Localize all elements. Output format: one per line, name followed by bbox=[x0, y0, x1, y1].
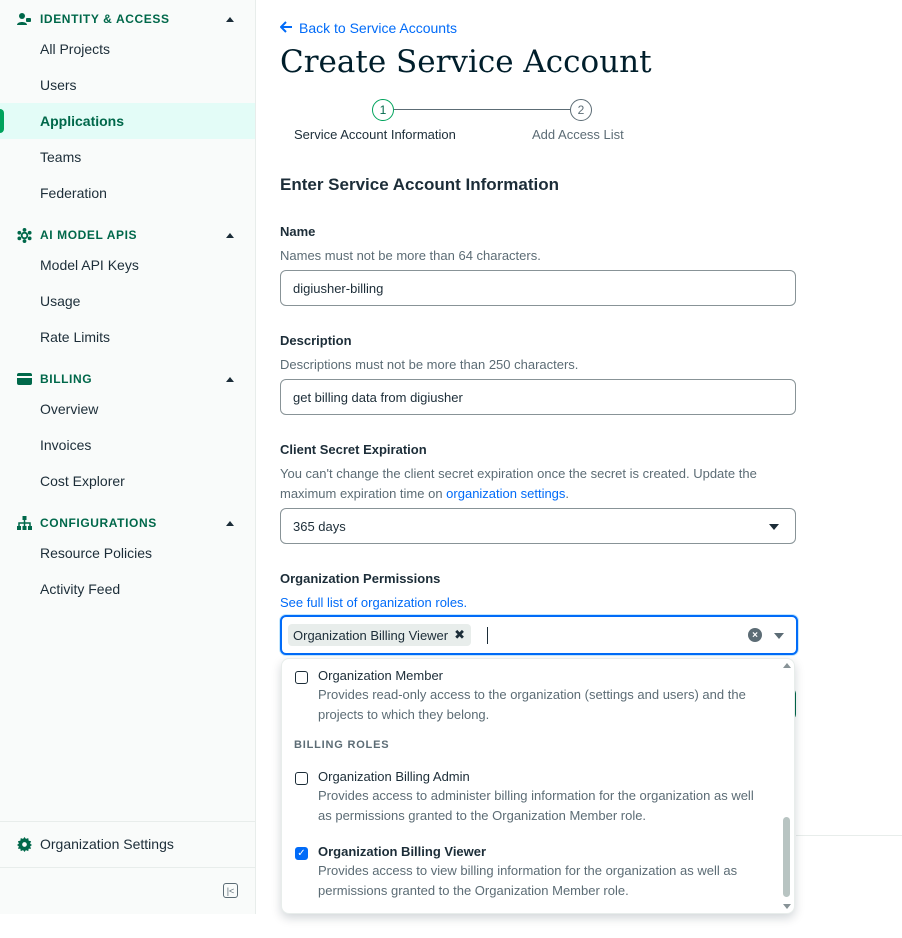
sidebar-item-organization-settings[interactable] bbox=[0, 826, 255, 862]
clear-icon[interactable]: × bbox=[748, 628, 762, 642]
checkbox[interactable] bbox=[295, 772, 308, 785]
group-label-billing-roles: BILLING ROLES bbox=[294, 739, 390, 751]
sidebar-item-resource-policies[interactable]: Resource Policies bbox=[40, 545, 153, 561]
sidebar-item-activity-feed[interactable]: Activity Feed bbox=[40, 581, 121, 597]
chevron-up-icon[interactable] bbox=[226, 521, 234, 526]
chip-label: Organization Billing Viewer bbox=[293, 627, 449, 643]
checkbox[interactable] bbox=[295, 671, 308, 684]
stepper-line bbox=[394, 109, 570, 110]
scrollbar-thumb[interactable] bbox=[783, 817, 790, 897]
back-link-label: Back to Service Accounts bbox=[299, 20, 457, 36]
section-identity-access[interactable] bbox=[16, 9, 238, 29]
sidebar-item-applications[interactable]: Applications bbox=[0, 103, 255, 139]
expiration-help-suffix: . bbox=[565, 486, 570, 501]
selected-role-chip bbox=[288, 624, 471, 646]
description-field[interactable]: get billing data from digiusher bbox=[280, 379, 796, 415]
section-title: Enter Service Account Information bbox=[280, 175, 559, 194]
option-description: Provides access to administer billing information for the organization as well as permissions granted to the Organization Member role. bbox=[318, 788, 754, 823]
expiration-label: Client Secret Expiration bbox=[280, 442, 427, 457]
sidebar-item-cost-explorer[interactable]: Cost Explorer bbox=[40, 473, 125, 489]
expiration-help-text: You can't change the client secret expiration once the secret is created. Update the maximum expiration time on bbox=[280, 466, 757, 501]
text-cursor bbox=[487, 627, 488, 644]
sidebar-item-usage[interactable]: Usage bbox=[40, 293, 81, 309]
option-description: Provides access to view billing information for the organization as well as permissions granted to the Organization Member role. bbox=[318, 863, 738, 898]
checkbox-checked[interactable]: ✓ bbox=[295, 847, 308, 860]
org-settings-label: Organization Settings bbox=[40, 836, 174, 852]
divider bbox=[0, 867, 255, 868]
section-ai-model-apis[interactable] bbox=[16, 225, 238, 245]
sidebar-item-rate-limits[interactable]: Rate Limits bbox=[40, 329, 111, 345]
name-label: Name bbox=[280, 224, 316, 239]
arrow-left-icon bbox=[280, 20, 293, 36]
sidebar-item-model-api-keys[interactable]: Model API Keys bbox=[40, 257, 139, 273]
name-help: Names must not be more than 64 characters. bbox=[280, 248, 541, 263]
collapse-sidebar-icon[interactable]: |< bbox=[223, 883, 238, 898]
sidebar-item-all-projects[interactable]: All Projects bbox=[40, 41, 111, 57]
option-title: Organization Billing Viewer bbox=[318, 844, 487, 859]
ai-gear-icon bbox=[16, 227, 32, 243]
sidebar bbox=[0, 0, 256, 914]
chevron-down-icon[interactable] bbox=[774, 633, 784, 639]
description-label: Description bbox=[280, 333, 352, 348]
expiration-value: 365 days bbox=[293, 518, 346, 534]
roles-list-link[interactable]: See full list of organization roles. bbox=[280, 595, 468, 610]
chevron-up-icon[interactable] bbox=[226, 233, 234, 238]
sidebar-item-teams[interactable]: Teams bbox=[40, 149, 82, 165]
expiration-select[interactable] bbox=[280, 508, 796, 544]
sidebar-item-federation[interactable]: Federation bbox=[40, 185, 107, 201]
step-1-label: Service Account Information bbox=[294, 127, 456, 142]
sidebar-item-overview[interactable]: Overview bbox=[40, 401, 99, 417]
permissions-combobox[interactable] bbox=[280, 615, 798, 655]
description-help: Descriptions must not be more than 250 characters. bbox=[280, 357, 579, 372]
permissions-label: Organization Permissions bbox=[280, 571, 441, 586]
step-2-label: Add Access List bbox=[532, 127, 624, 142]
section-title: AI MODEL APIS bbox=[40, 228, 138, 242]
expiration-help bbox=[280, 464, 800, 504]
option-description: Provides read-only access to the organization (settings and users) and the projects to which they belong. bbox=[318, 687, 746, 722]
section-title: IDENTITY & ACCESS bbox=[40, 12, 170, 26]
step-1-indicator: 1 bbox=[372, 99, 394, 121]
gear-icon bbox=[16, 836, 32, 852]
people-icon bbox=[16, 11, 32, 27]
sidebar-item-users[interactable]: Users bbox=[40, 77, 77, 93]
chevron-up-icon[interactable] bbox=[226, 377, 234, 382]
credit-card-icon bbox=[16, 371, 32, 387]
chevron-down-icon bbox=[769, 524, 779, 530]
option-title: Organization Member bbox=[318, 668, 443, 683]
roles-dropdown-menu bbox=[281, 658, 795, 914]
section-billing[interactable] bbox=[16, 369, 238, 389]
divider bbox=[0, 821, 255, 822]
name-field[interactable]: digiusher-billing bbox=[280, 270, 796, 306]
option-title: Organization Billing Admin bbox=[318, 769, 470, 784]
scroll-up-icon[interactable] bbox=[783, 663, 791, 668]
sidebar-item-invoices[interactable]: Invoices bbox=[40, 437, 92, 453]
scroll-down-icon[interactable] bbox=[783, 904, 791, 909]
back-link[interactable] bbox=[280, 20, 457, 36]
page-title: Create Service Account bbox=[280, 44, 652, 80]
section-configurations[interactable] bbox=[16, 513, 238, 533]
section-title: BILLING bbox=[40, 372, 93, 386]
step-2-indicator: 2 bbox=[570, 99, 592, 121]
divider bbox=[796, 835, 902, 836]
sitemap-icon bbox=[16, 515, 32, 531]
section-title: CONFIGURATIONS bbox=[40, 516, 157, 530]
chevron-up-icon[interactable] bbox=[226, 17, 234, 22]
remove-chip-icon[interactable]: ✖ bbox=[454, 627, 466, 642]
organization-settings-link[interactable]: organization settings bbox=[446, 486, 566, 501]
